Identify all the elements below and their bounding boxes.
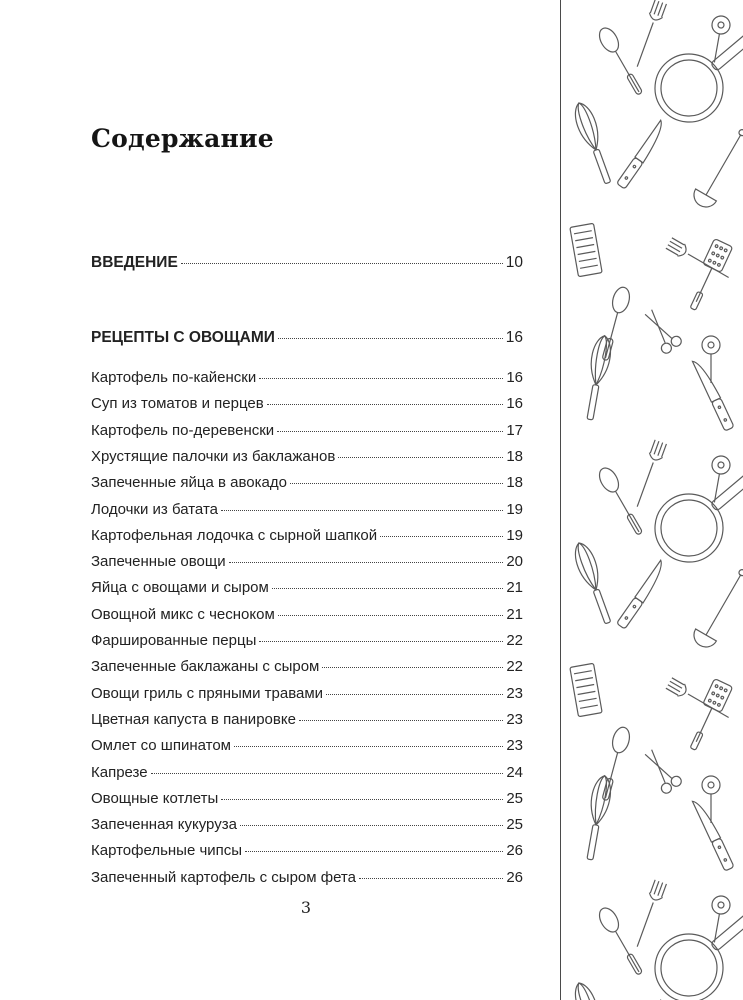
dot-leader (221, 798, 503, 800)
toc-entry[interactable] (91, 869, 523, 891)
knife-icon (617, 120, 669, 189)
toc-entry-title: Хрустящие палочки из баклажанов (91, 447, 336, 465)
knife-icon (692, 357, 734, 431)
cutter-icon (702, 336, 720, 383)
pan-icon (641, 449, 743, 576)
dot-leader (234, 745, 503, 747)
dot-leader (272, 587, 503, 589)
toc-entry-title: Картофельная лодочка с сырной шапкой (91, 526, 378, 544)
knife-icon (692, 797, 734, 871)
toc-entry[interactable] (91, 764, 523, 786)
dot-leader (278, 614, 504, 616)
toc-page-ref: 16 (506, 395, 523, 413)
pan-icon (641, 9, 743, 136)
toc-entry-title: Омлет со шпинатом (91, 737, 231, 755)
toc-entry[interactable] (91, 685, 523, 707)
toc-page-ref: 18 (506, 474, 523, 492)
toc-entry-title: Запеченные баклажаны с сыром (91, 658, 320, 676)
pan-icon (641, 889, 743, 1000)
toc-entry[interactable] (91, 474, 523, 496)
toc-section-title: РЕЦЕПТЫ С ОВОЩАМИ (91, 329, 275, 346)
toc-entry[interactable] (91, 606, 523, 628)
dot-leader (229, 561, 504, 563)
toc-page-ref: 23 (506, 684, 523, 702)
toc-page-ref: 17 (506, 421, 523, 439)
toc-entry[interactable] (91, 790, 523, 812)
fork-icon (665, 237, 732, 284)
toc-entry-title: Картофельные чипсы (91, 842, 243, 860)
page-number: 3 (300, 898, 312, 917)
toc-entry[interactable] (91, 658, 523, 680)
toc-entry[interactable] (91, 579, 523, 601)
toc-page-ref: 25 (506, 816, 523, 834)
ladle-icon (690, 124, 743, 211)
toc-section-vegetables[interactable] (91, 329, 523, 351)
dot-leader (326, 693, 503, 695)
fork-icon (665, 677, 732, 724)
dot-leader (259, 640, 503, 642)
toc-entry-title: Запеченная кукуруза (91, 816, 237, 834)
dot-leader (259, 377, 503, 379)
dot-leader (245, 850, 503, 852)
grater-icon (570, 223, 602, 276)
toc-entry[interactable] (91, 395, 523, 417)
whisk-icon (570, 540, 616, 626)
toc-page-ref: 16 (505, 329, 523, 346)
toc-entry-title: Лодочки из батата (91, 500, 218, 518)
fork-icon (631, 0, 668, 69)
dot-leader (278, 337, 503, 339)
toc-page-ref: 22 (506, 632, 523, 649)
knife-icon (617, 560, 669, 629)
dot-leader (267, 403, 504, 405)
toc-entry-title: Овощные котлеты (91, 789, 219, 807)
toc-page-ref: 23 (506, 737, 523, 755)
toc-page-ref: 26 (506, 842, 523, 860)
toc-entry-title: Фаршированные перцы (91, 632, 257, 649)
dot-leader (380, 535, 503, 537)
dot-leader (240, 824, 503, 826)
toc-entry[interactable] (91, 527, 523, 549)
kitchen-utensils-illustration (561, 0, 743, 1000)
dot-leader (277, 430, 503, 432)
dot-leader (221, 509, 503, 511)
toc-entry-title: Картофель по-кайенски (91, 369, 257, 386)
dot-leader (290, 482, 503, 484)
dot-leader (359, 877, 503, 879)
toc-entry-title: Овощной микс с чесноком (91, 605, 275, 623)
fork-icon (631, 439, 668, 509)
toc-entry[interactable] (91, 632, 523, 654)
toc-entry[interactable] (91, 737, 523, 759)
toc-entry[interactable] (91, 816, 523, 838)
ladle-icon (690, 564, 743, 651)
page-title: Содержание (91, 124, 274, 153)
toc-entry-title: Цветная капуста в панировке (91, 710, 296, 728)
toc-entry[interactable] (91, 711, 523, 733)
dot-leader (322, 666, 503, 668)
toc-entry-title: Овощи гриль с пряными травами (91, 684, 324, 702)
toc-entry-title: Яйца с овощами и сыром (91, 579, 269, 597)
toc-section-intro[interactable] (91, 254, 523, 276)
toc-page-ref: 23 (506, 710, 523, 728)
toc-entry[interactable] (91, 422, 523, 444)
toc-entry-title: Запеченные яйца в авокадо (91, 474, 287, 492)
toc-page-ref: 20 (506, 553, 523, 571)
toc-entry-title: Суп из томатов и перцев (91, 395, 264, 413)
whisk-icon (570, 980, 616, 1000)
toc-page-ref: 10 (505, 254, 523, 271)
toc-page-ref: 19 (506, 526, 523, 544)
toc-entry-title: Запеченный картофель с сыром фета (91, 868, 356, 886)
toc-page-ref: 24 (506, 763, 523, 781)
toc-page-ref: 26 (506, 868, 523, 886)
toc-page-ref: 22 (506, 658, 523, 676)
toc-page-ref: 18 (506, 447, 523, 465)
grater-icon (570, 663, 602, 716)
spoon-icon (597, 725, 632, 802)
toc-page-ref: 21 (506, 605, 523, 623)
toc-entry[interactable] (91, 842, 523, 864)
dot-leader (151, 772, 504, 774)
toc-entry-title: Капрезе (91, 763, 148, 781)
toc-page-ref: 25 (506, 789, 523, 807)
toc-entry-title: Запеченные овощи (91, 553, 226, 571)
whisk-icon (570, 100, 616, 186)
toc-page-ref: 19 (506, 500, 523, 518)
toc-entry[interactable] (91, 448, 523, 470)
utensil-pattern-panel (560, 0, 743, 1000)
fork-icon (631, 879, 668, 949)
dot-leader (338, 456, 503, 458)
spoon-icon (597, 285, 632, 362)
toc-entry[interactable] (91, 501, 523, 523)
scissors-icon (639, 746, 683, 795)
toc-section-title: ВВЕДЕНИЕ (91, 254, 178, 271)
dot-leader (181, 262, 503, 264)
toc-entry[interactable] (91, 553, 523, 575)
toc-page-ref: 21 (506, 579, 523, 597)
dot-leader (299, 719, 503, 721)
toc-entry[interactable] (91, 369, 523, 391)
toc-entry-title: Картофель по-деревенски (91, 421, 275, 439)
cutter-icon (702, 776, 720, 823)
toc-page-ref: 16 (506, 369, 523, 386)
scissors-icon (639, 306, 683, 355)
